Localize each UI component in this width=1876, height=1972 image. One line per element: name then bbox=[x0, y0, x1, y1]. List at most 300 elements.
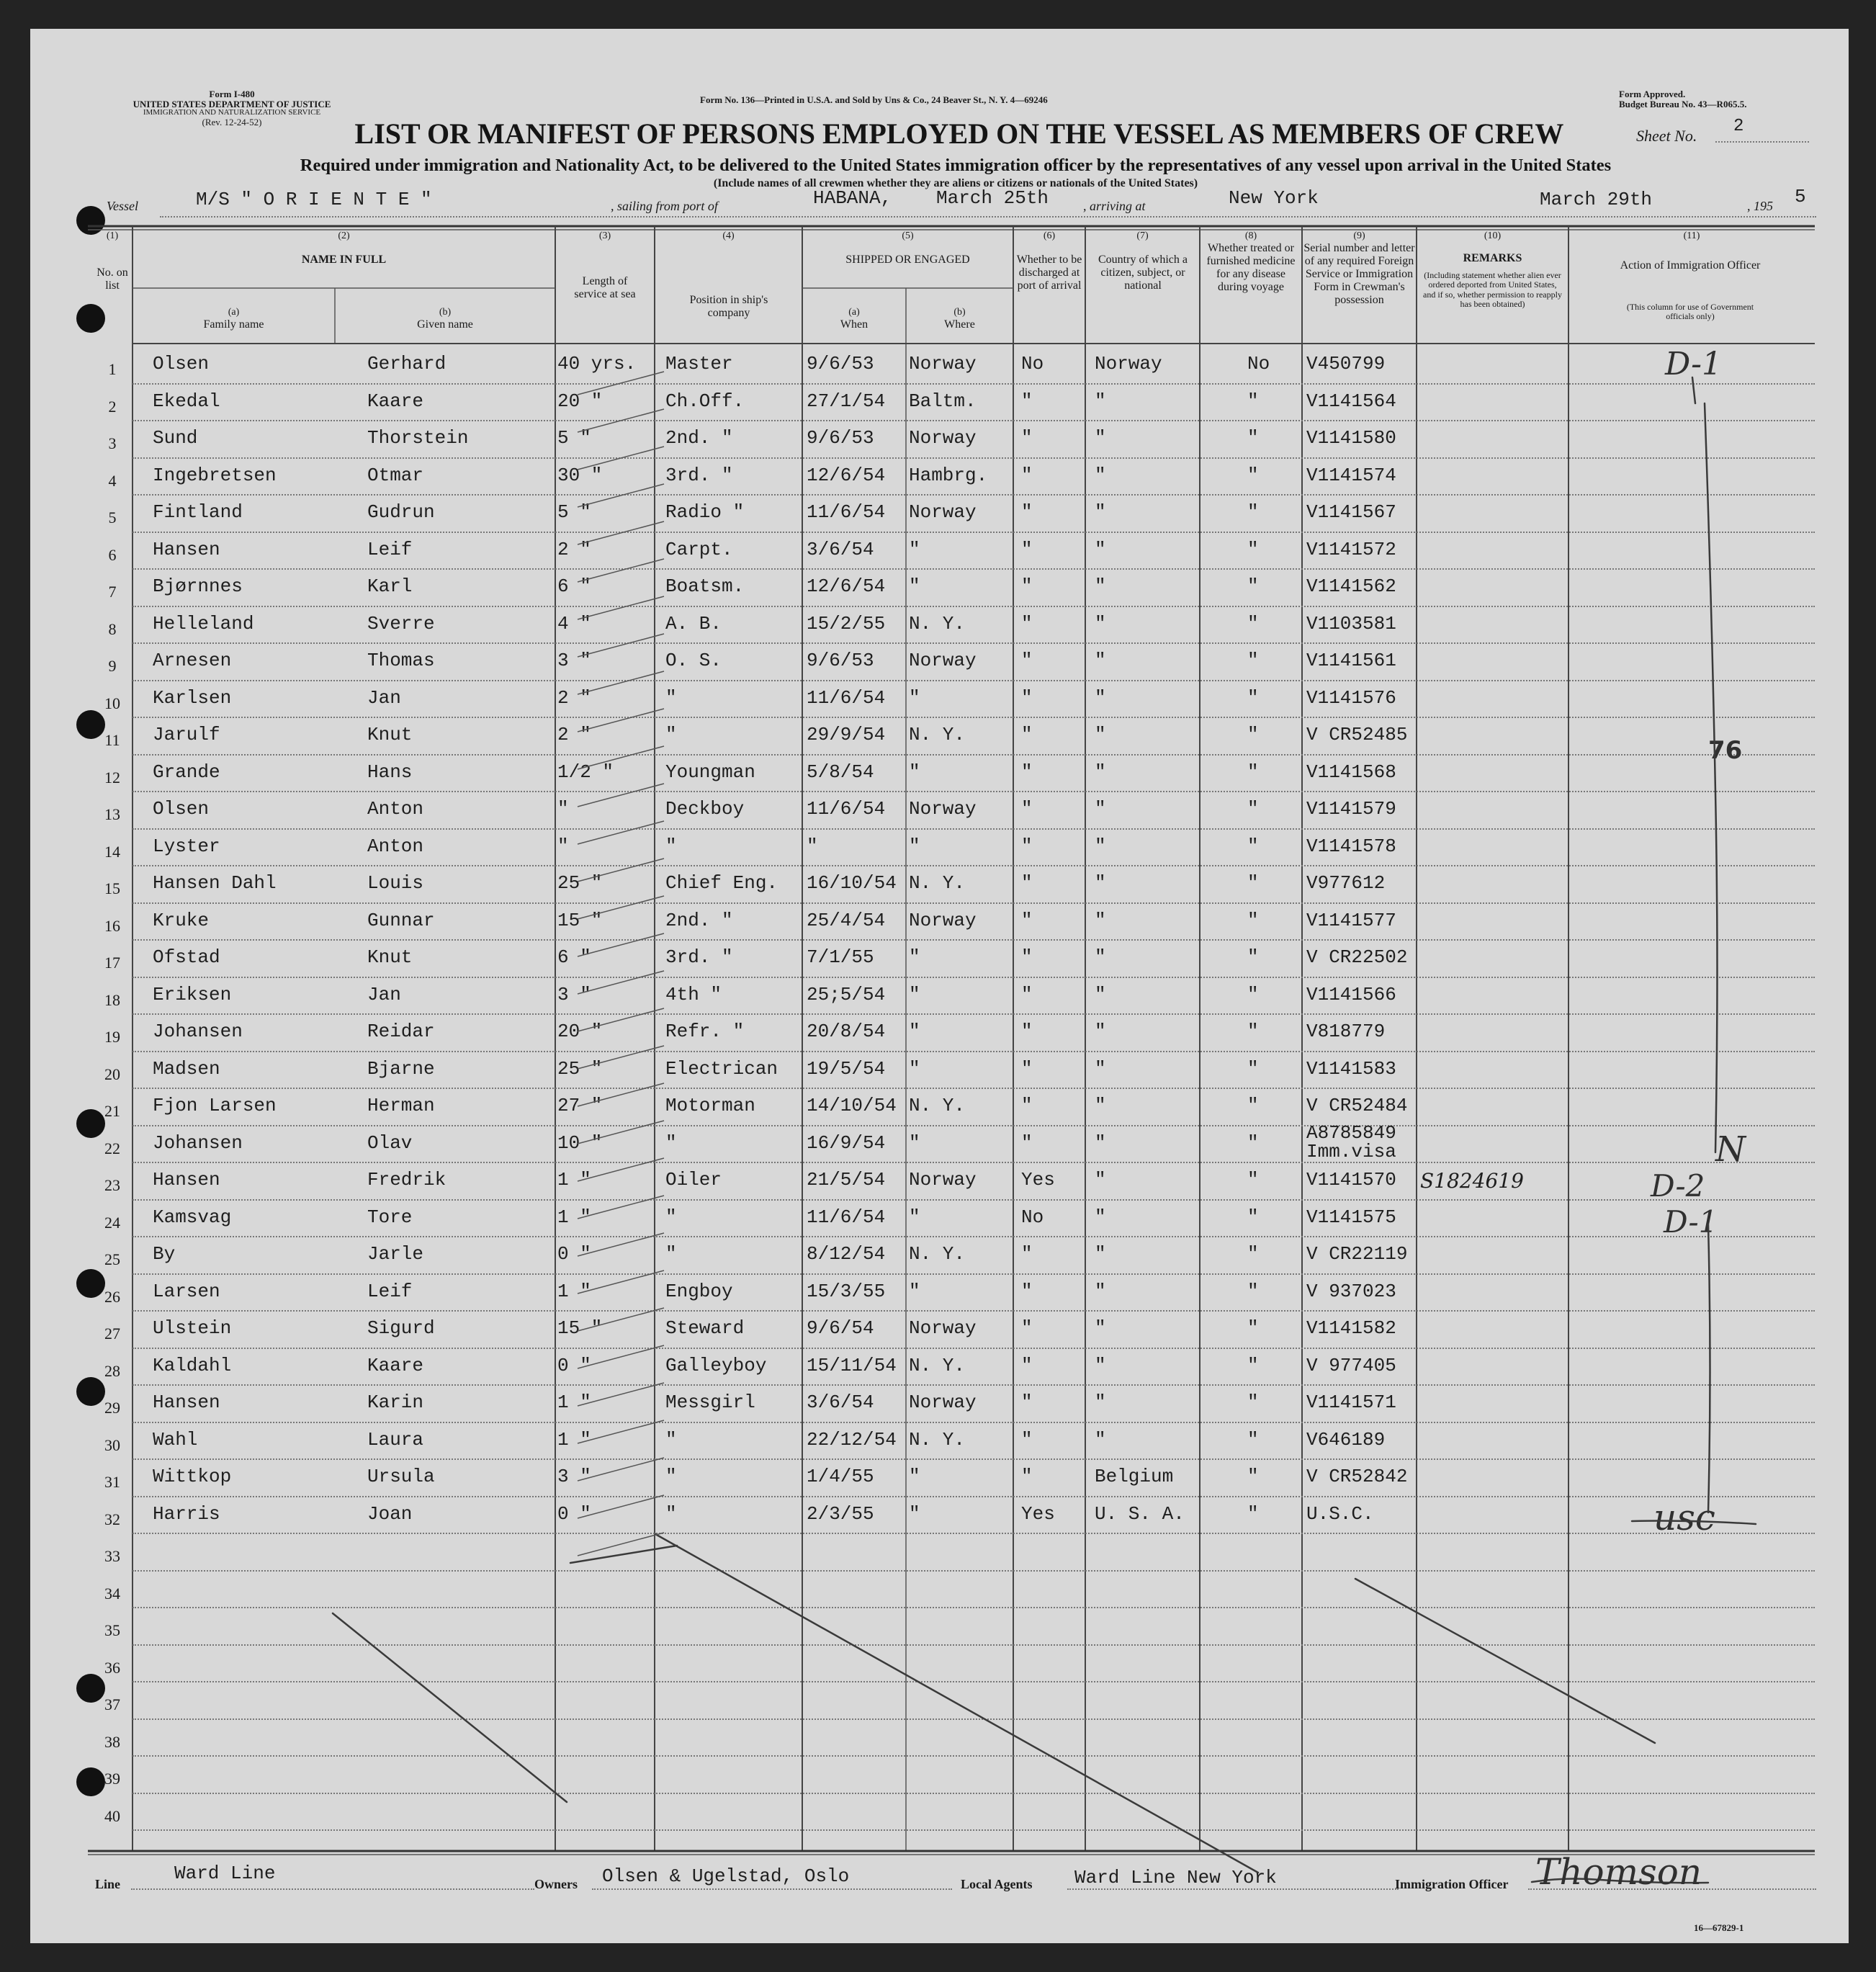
cell-where-shipped: Norway bbox=[909, 650, 977, 671]
cell-when-shipped: 12/6/54 bbox=[807, 575, 886, 597]
cell-country: U. S. A. bbox=[1095, 1502, 1185, 1525]
cell-discharged: " bbox=[1021, 538, 1033, 560]
cell-length-of-service: 20 " bbox=[557, 390, 603, 412]
cell-where-shipped: " bbox=[909, 1466, 920, 1487]
cell-discharged: " bbox=[1021, 1021, 1033, 1042]
cell-position: " bbox=[665, 1206, 677, 1228]
cell-position: " bbox=[665, 1131, 677, 1154]
cell-given-name: Karin bbox=[367, 1391, 424, 1413]
cell-country: " bbox=[1095, 575, 1106, 597]
cell-when-shipped: 25;5/54 bbox=[807, 983, 886, 1005]
col-2-num: (2) bbox=[338, 230, 350, 241]
cell-serial-number: V1141568 bbox=[1306, 761, 1396, 783]
cell-treated: " bbox=[1247, 1131, 1259, 1154]
cell-family-name: Hansen bbox=[153, 1169, 220, 1191]
cell-where-shipped: Norway bbox=[909, 1169, 977, 1191]
cell-length-of-service: 2 " bbox=[557, 724, 591, 745]
cell-when-shipped: 12/6/54 bbox=[807, 464, 886, 486]
cell-position: " bbox=[665, 1428, 677, 1451]
col-shipped-header: SHIPPED OR ENGAGED bbox=[845, 254, 970, 266]
col-where-header: Where bbox=[944, 318, 975, 331]
cell-where-shipped: Norway bbox=[909, 427, 977, 449]
cell-country: " bbox=[1095, 427, 1106, 449]
cell-given-name: Thorstein bbox=[367, 427, 469, 449]
cell-discharged: " bbox=[1021, 390, 1033, 412]
budget-bureau: Budget Bureau No. 43—R065.5. bbox=[1619, 98, 1747, 109]
cell-length-of-service: 30 " bbox=[557, 464, 603, 486]
cell-given-name: Joan bbox=[367, 1502, 413, 1525]
col-2a: (a) bbox=[228, 307, 240, 318]
cell-treated: " bbox=[1247, 946, 1259, 968]
cell-country: " bbox=[1095, 1354, 1106, 1376]
dept-line1: UNITED STATES DEPARTMENT OF JUSTICE bbox=[133, 98, 331, 109]
cell-discharged: " bbox=[1021, 1095, 1033, 1116]
cell-family-name: Sund bbox=[153, 427, 198, 449]
cell-serial-number: V1103581 bbox=[1306, 612, 1396, 635]
cell-family-name: Hansen bbox=[153, 1391, 220, 1413]
cell-country: " bbox=[1095, 1169, 1106, 1191]
cell-treated: " bbox=[1247, 686, 1259, 709]
cell-length-of-service: 6 " bbox=[557, 946, 591, 968]
include-note: (Include names of all crewmen whether they are aliens or citizens or nationals of the United States) bbox=[713, 177, 1198, 189]
cell-country: " bbox=[1095, 1095, 1106, 1116]
cell-length-of-service: 1 " bbox=[557, 1206, 591, 1228]
cell-treated: " bbox=[1247, 538, 1259, 560]
cell-position: O. S. bbox=[665, 650, 722, 671]
cell-treated: " bbox=[1247, 835, 1259, 857]
cell-family-name: Helleland bbox=[153, 612, 254, 635]
cell-family-name: Madsen bbox=[153, 1057, 220, 1080]
cell-position: " bbox=[665, 724, 677, 745]
cell-position: " bbox=[665, 1502, 677, 1525]
cell-treated: " bbox=[1247, 1243, 1259, 1265]
cell-position: Oiler bbox=[665, 1169, 722, 1191]
cell-position: Boatsm. bbox=[665, 575, 745, 597]
cell-where-shipped: Norway bbox=[909, 798, 977, 820]
cell-treated: No bbox=[1247, 353, 1270, 375]
col-country-header: Country of which a citizen, subject, or national bbox=[1098, 254, 1188, 292]
cell-treated: " bbox=[1247, 575, 1259, 597]
cell-length-of-service: 1 " bbox=[557, 1428, 591, 1451]
annotation-usc-row32: usc bbox=[1653, 1497, 1715, 1538]
row-number: 30 bbox=[104, 1435, 120, 1454]
cell-position: " bbox=[665, 835, 677, 857]
cell-where-shipped: " bbox=[909, 1502, 920, 1525]
cell-discharged: " bbox=[1021, 798, 1033, 820]
cell-where-shipped: Hambrg. bbox=[909, 464, 988, 486]
col-3-num: (3) bbox=[598, 230, 611, 241]
sailing-port: HABANA, bbox=[813, 187, 892, 209]
cell-discharged: " bbox=[1021, 1131, 1033, 1154]
cell-when-shipped: 15/2/55 bbox=[807, 612, 886, 635]
cell-serial-number: V1141574 bbox=[1306, 464, 1396, 486]
col-11-num: (11) bbox=[1683, 230, 1700, 241]
footer-agents-label: Local Agents bbox=[961, 1877, 1033, 1891]
cell-treated: " bbox=[1247, 1502, 1259, 1525]
col-action-note: (This column for use of Government officials only) bbox=[1626, 302, 1754, 322]
cell-country: " bbox=[1095, 1057, 1106, 1080]
row-number: 4 bbox=[108, 471, 117, 490]
cell-position: Galleyboy bbox=[665, 1354, 767, 1376]
cell-family-name: Ekedal bbox=[153, 390, 220, 412]
cell-when-shipped: 29/9/54 bbox=[807, 724, 886, 745]
cell-when-shipped: 9/6/54 bbox=[807, 1317, 874, 1339]
col-8-num: (8) bbox=[1244, 230, 1257, 241]
cell-given-name: Jan bbox=[367, 983, 401, 1005]
cell-position: Carpt. bbox=[665, 538, 733, 560]
row-number: 34 bbox=[104, 1584, 120, 1603]
vessel-label: Vessel bbox=[107, 199, 138, 213]
cell-serial-number: V1141562 bbox=[1306, 575, 1396, 597]
footer-owners-value: Olsen & Ugelstad, Oslo bbox=[602, 1865, 850, 1887]
cell-discharged: " bbox=[1021, 983, 1033, 1005]
col-action-header: Action of Immigration Officer bbox=[1620, 259, 1761, 272]
footer-officer-label: Immigration Officer bbox=[1395, 1877, 1509, 1891]
cell-discharged: " bbox=[1021, 946, 1033, 968]
cell-country: " bbox=[1095, 946, 1106, 968]
cell-country: " bbox=[1095, 390, 1106, 412]
cell-family-name: Wittkop bbox=[153, 1466, 232, 1487]
cell-family-name: Fjon Larsen bbox=[153, 1095, 277, 1116]
cell-treated: " bbox=[1247, 390, 1259, 412]
cell-family-name: Grande bbox=[153, 761, 220, 783]
form-approved: Form Approved. bbox=[1619, 89, 1686, 99]
cell-serial-number: V1141575 bbox=[1306, 1206, 1396, 1228]
cell-length-of-service: 10 " bbox=[557, 1131, 603, 1154]
cell-position: 4th " bbox=[665, 983, 722, 1005]
row-number: 32 bbox=[104, 1510, 120, 1528]
cell-treated: " bbox=[1247, 1428, 1259, 1451]
cell-serial-number: V CR52842 bbox=[1306, 1466, 1408, 1487]
cell-position: " bbox=[665, 1466, 677, 1487]
cell-where-shipped: " bbox=[909, 538, 920, 560]
cell-discharged: " bbox=[1021, 464, 1033, 486]
cell-when-shipped: 11/6/54 bbox=[807, 686, 886, 709]
col-4-num: (4) bbox=[722, 230, 735, 241]
footer-line-value: Ward Line bbox=[174, 1863, 276, 1884]
col-remarks-note: (Including statement whether alien ever ordered deported from United States, and if so, whether permission to reapply has been obtained) bbox=[1423, 270, 1562, 310]
cell-given-name: Anton bbox=[367, 798, 424, 820]
cell-when-shipped: 3/6/54 bbox=[807, 1391, 874, 1413]
cell-given-name: Thomas bbox=[367, 650, 435, 671]
cell-treated: " bbox=[1247, 909, 1259, 931]
col-discharged-header: Whether to be discharged at port of arrival bbox=[1016, 254, 1082, 292]
annotation-d1-row24: D-1 bbox=[1664, 1204, 1718, 1240]
cell-when-shipped: 21/5/54 bbox=[807, 1169, 886, 1191]
cell-position: Youngman bbox=[665, 761, 755, 783]
col-7-num: (7) bbox=[1136, 230, 1149, 241]
cell-discharged: " bbox=[1021, 1243, 1033, 1265]
row-number: 29 bbox=[104, 1399, 120, 1417]
cell-country: " bbox=[1095, 1131, 1106, 1154]
cell-treated: " bbox=[1247, 1280, 1259, 1302]
cell-when-shipped: 14/10/54 bbox=[807, 1095, 897, 1116]
cell-discharged: " bbox=[1021, 686, 1033, 709]
cell-when-shipped: 8/12/54 bbox=[807, 1243, 886, 1265]
cell-treated: " bbox=[1247, 612, 1259, 635]
cell-country: " bbox=[1095, 686, 1106, 709]
cell-discharged: " bbox=[1021, 575, 1033, 597]
cell-family-name: Lyster bbox=[153, 835, 220, 857]
cell-treated: " bbox=[1247, 1391, 1259, 1413]
cell-serial-number: V646189 bbox=[1306, 1428, 1386, 1451]
cell-where-shipped: " bbox=[909, 1206, 920, 1228]
row-number: 37 bbox=[104, 1695, 120, 1713]
cell-country: " bbox=[1095, 1428, 1106, 1451]
cell-when-shipped: 7/1/55 bbox=[807, 946, 874, 968]
cell-family-name: Hansen Dahl bbox=[153, 872, 277, 894]
cell-family-name: By bbox=[153, 1243, 176, 1265]
row-number: 25 bbox=[104, 1250, 120, 1268]
col-6-num: (6) bbox=[1043, 230, 1056, 241]
cell-when-shipped: 20/8/54 bbox=[807, 1021, 886, 1042]
cell-when-shipped: " bbox=[807, 835, 818, 857]
cell-position: Motorman bbox=[665, 1095, 755, 1116]
cell-country: " bbox=[1095, 872, 1106, 894]
row-number: 11 bbox=[104, 731, 120, 749]
col-given-header: Given name bbox=[417, 318, 473, 331]
cell-country: " bbox=[1095, 1317, 1106, 1339]
cell-length-of-service: 3 " bbox=[557, 1466, 591, 1487]
cell-serial-number: V1141579 bbox=[1306, 798, 1396, 820]
cell-given-name: Leif bbox=[367, 538, 413, 560]
cell-discharged: " bbox=[1021, 1466, 1033, 1487]
col-5a: (a) bbox=[848, 307, 860, 318]
revision: (Rev. 12-24-52) bbox=[202, 116, 262, 127]
cell-position: Refr. " bbox=[665, 1021, 745, 1042]
cell-country: Belgium bbox=[1095, 1466, 1174, 1487]
row-number: 20 bbox=[104, 1065, 120, 1083]
cell-length-of-service: 1 " bbox=[557, 1280, 591, 1302]
cell-family-name: Ulstein bbox=[153, 1317, 232, 1339]
cell-given-name: Herman bbox=[367, 1095, 435, 1116]
cell-where-shipped: " bbox=[909, 575, 920, 597]
vessel-name: M/S " O R I E N T E " bbox=[196, 189, 432, 210]
cell-family-name: Kamsvag bbox=[153, 1206, 232, 1228]
cell-position: Engboy bbox=[665, 1280, 733, 1302]
col-position-header: Position in ship's company bbox=[689, 294, 768, 319]
cell-given-name: Laura bbox=[367, 1428, 424, 1451]
col-treated-header: Whether treated or furnished medicine for any disease during voyage bbox=[1206, 242, 1296, 293]
cell-serial-number: V1141567 bbox=[1306, 501, 1396, 523]
cell-country: " bbox=[1095, 909, 1106, 931]
cell-country: " bbox=[1095, 724, 1106, 745]
cell-when-shipped: 27/1/54 bbox=[807, 390, 886, 412]
cell-serial-number: V CR22502 bbox=[1306, 946, 1408, 968]
cell-where-shipped: N. Y. bbox=[909, 1354, 966, 1376]
cell-serial-number: V818779 bbox=[1306, 1021, 1386, 1042]
row-number: 22 bbox=[104, 1139, 120, 1157]
cell-treated: " bbox=[1247, 1317, 1259, 1339]
cell-family-name: Olsen bbox=[153, 798, 210, 820]
cell-where-shipped: Baltm. bbox=[909, 390, 977, 412]
cell-remarks: S1824619 bbox=[1420, 1169, 1524, 1193]
cell-treated: " bbox=[1247, 1021, 1259, 1042]
row-number: 40 bbox=[104, 1806, 120, 1825]
cell-family-name: Kaldahl bbox=[153, 1354, 232, 1376]
cell-where-shipped: N. Y. bbox=[909, 724, 966, 745]
cell-length-of-service: 27 " bbox=[557, 1095, 603, 1116]
cell-family-name: Ingebretsen bbox=[153, 464, 277, 486]
cell-position: Deckboy bbox=[665, 798, 745, 820]
cell-length-of-service: 40 yrs. bbox=[557, 353, 637, 375]
cell-family-name: Jarulf bbox=[153, 724, 220, 745]
row-number: 15 bbox=[104, 879, 120, 897]
cell-when-shipped: 5/8/54 bbox=[807, 761, 874, 783]
col-no-header: No. on list bbox=[97, 266, 128, 292]
officer-signature: Thomson bbox=[1535, 1851, 1702, 1893]
cell-discharged: " bbox=[1021, 761, 1033, 783]
row-number: 6 bbox=[108, 545, 117, 564]
cell-length-of-service: 1/2 " bbox=[557, 761, 614, 783]
cell-discharged: No bbox=[1021, 353, 1044, 375]
cell-discharged: Yes bbox=[1021, 1502, 1055, 1525]
cell-when-shipped: 22/12/54 bbox=[807, 1428, 897, 1451]
cell-serial-number: V1141561 bbox=[1306, 650, 1396, 671]
col-5b: (b) bbox=[953, 307, 966, 318]
cell-family-name: Olsen bbox=[153, 353, 210, 375]
col-2b: (b) bbox=[439, 307, 452, 318]
sheet-label: Sheet No. bbox=[1636, 127, 1697, 145]
row-number: 31 bbox=[104, 1473, 120, 1491]
cell-treated: " bbox=[1247, 1057, 1259, 1080]
cell-given-name: Fredrik bbox=[367, 1169, 446, 1191]
cell-discharged: " bbox=[1021, 909, 1033, 931]
cell-country: " bbox=[1095, 1391, 1106, 1413]
cell-country: " bbox=[1095, 612, 1106, 635]
row-number: 39 bbox=[104, 1770, 120, 1788]
cell-where-shipped: " bbox=[909, 1021, 920, 1042]
form-id: Form I-480 bbox=[209, 89, 255, 99]
cell-where-shipped: Norway bbox=[909, 909, 977, 931]
cell-country: " bbox=[1095, 761, 1106, 783]
cell-serial-number-note: Imm.visa bbox=[1306, 1140, 1396, 1162]
cell-length-of-service: 5 " bbox=[557, 427, 591, 449]
cell-where-shipped: N. Y. bbox=[909, 612, 966, 635]
cell-where-shipped: Norway bbox=[909, 501, 977, 523]
cell-when-shipped: 16/9/54 bbox=[807, 1131, 886, 1154]
cell-given-name: Hans bbox=[367, 761, 413, 783]
cell-treated: " bbox=[1247, 798, 1259, 820]
cell-when-shipped: 11/6/54 bbox=[807, 1206, 886, 1228]
cell-discharged: " bbox=[1021, 1354, 1033, 1376]
row-number: 9 bbox=[108, 657, 117, 675]
cell-given-name: Reidar bbox=[367, 1021, 435, 1042]
cell-discharged: " bbox=[1021, 612, 1033, 635]
row-number: 28 bbox=[104, 1361, 120, 1380]
cell-treated: " bbox=[1247, 1206, 1259, 1228]
cell-where-shipped: Norway bbox=[909, 1317, 977, 1339]
cell-position: Master bbox=[665, 353, 733, 375]
cell-given-name: Sverre bbox=[367, 612, 435, 635]
row-number: 27 bbox=[104, 1325, 120, 1343]
cell-length-of-service: 3 " bbox=[557, 983, 591, 1005]
cell-where-shipped: Norway bbox=[909, 1391, 977, 1413]
cell-family-name: Bjørnnes bbox=[153, 575, 243, 597]
cell-position: Ch.Off. bbox=[665, 390, 745, 412]
row-number: 17 bbox=[104, 954, 120, 972]
cell-discharged: " bbox=[1021, 1428, 1033, 1451]
cell-serial-number: V1141571 bbox=[1306, 1391, 1396, 1413]
footer-code: 16—67829-1 bbox=[1694, 1922, 1744, 1933]
cell-length-of-service: 5 " bbox=[557, 501, 591, 523]
cell-family-name: Arnesen bbox=[153, 650, 232, 671]
col-serial-header: Serial number and letter of any required Foreign Service or Immigration Form in Crewman's possession bbox=[1303, 242, 1415, 306]
cell-serial-number: V977612 bbox=[1306, 872, 1386, 894]
cell-where-shipped: N. Y. bbox=[909, 1243, 966, 1265]
row-number: 24 bbox=[104, 1213, 120, 1232]
sailing-label: , sailing from port of bbox=[611, 199, 718, 213]
cell-serial-number: V1141566 bbox=[1306, 983, 1396, 1005]
manifest-page bbox=[30, 29, 1849, 1943]
cell-serial-number: V CR52484 bbox=[1306, 1095, 1408, 1116]
cell-where-shipped: " bbox=[909, 835, 920, 857]
cell-treated: " bbox=[1247, 1095, 1259, 1116]
col-9-num: (9) bbox=[1353, 230, 1365, 241]
col-10-num: (10) bbox=[1484, 230, 1502, 241]
cell-treated: " bbox=[1247, 983, 1259, 1005]
cell-given-name: Tore bbox=[367, 1206, 413, 1228]
year-digit: 5 bbox=[1795, 186, 1806, 207]
row-number: 8 bbox=[108, 619, 117, 638]
cell-when-shipped: 9/6/53 bbox=[807, 427, 874, 449]
cell-serial-number: V1141572 bbox=[1306, 538, 1396, 560]
footer-agents-value: Ward Line New York bbox=[1074, 1867, 1277, 1888]
cell-family-name: Eriksen bbox=[153, 983, 232, 1005]
row-number: 16 bbox=[104, 916, 120, 935]
cell-family-name: Harris bbox=[153, 1502, 220, 1525]
cell-country: " bbox=[1095, 501, 1106, 523]
cell-where-shipped: N. Y. bbox=[909, 1095, 966, 1116]
cell-given-name: Otmar bbox=[367, 464, 424, 486]
cell-serial-number: V 977405 bbox=[1306, 1354, 1396, 1376]
cell-discharged: " bbox=[1021, 872, 1033, 894]
cell-family-name: Karlsen bbox=[153, 686, 232, 709]
cell-treated: " bbox=[1247, 1354, 1259, 1376]
cell-country: " bbox=[1095, 1243, 1106, 1265]
cell-family-name: Larsen bbox=[153, 1280, 220, 1302]
cell-discharged: " bbox=[1021, 650, 1033, 671]
cell-length-of-service: 6 " bbox=[557, 575, 591, 597]
cell-treated: " bbox=[1247, 872, 1259, 894]
cell-where-shipped: N. Y. bbox=[909, 1428, 966, 1451]
cell-country: " bbox=[1095, 1280, 1106, 1302]
handwritten-strokes bbox=[30, 29, 1849, 1943]
arrival-date: March 29th bbox=[1540, 189, 1653, 210]
cell-length-of-service: 1 " bbox=[557, 1391, 591, 1413]
row-number: 36 bbox=[104, 1658, 120, 1677]
row-number: 19 bbox=[104, 1028, 120, 1046]
subtitle: Required under immigration and Nationality Act, to be delivered to the United States immigration officer by the representatives of any vessel upon arrival in the United States bbox=[300, 156, 1612, 175]
arriving-label: , arriving at bbox=[1083, 199, 1146, 213]
col-when-header: When bbox=[840, 318, 869, 331]
sailing-date: March 25th bbox=[936, 187, 1049, 209]
row-number: 18 bbox=[104, 990, 120, 1009]
cell-serial-number: V1141578 bbox=[1306, 835, 1396, 857]
cell-given-name: Sigurd bbox=[367, 1317, 435, 1339]
page-title: LIST OR MANIFEST OF PERSONS EMPLOYED ON THE VESSEL AS MEMBERS OF CREW bbox=[354, 117, 1564, 150]
row-number: 2 bbox=[108, 397, 117, 416]
cell-serial-number: A8785849 bbox=[1306, 1121, 1396, 1144]
cell-where-shipped: N. Y. bbox=[909, 872, 966, 894]
row-number: 10 bbox=[104, 694, 120, 712]
cell-when-shipped: 1/4/55 bbox=[807, 1466, 874, 1487]
cell-country: " bbox=[1095, 1206, 1106, 1228]
cell-family-name: Johansen bbox=[153, 1131, 243, 1154]
cell-country: Norway bbox=[1095, 353, 1162, 375]
cell-family-name: Wahl bbox=[153, 1428, 198, 1451]
row-number: 35 bbox=[104, 1621, 120, 1639]
